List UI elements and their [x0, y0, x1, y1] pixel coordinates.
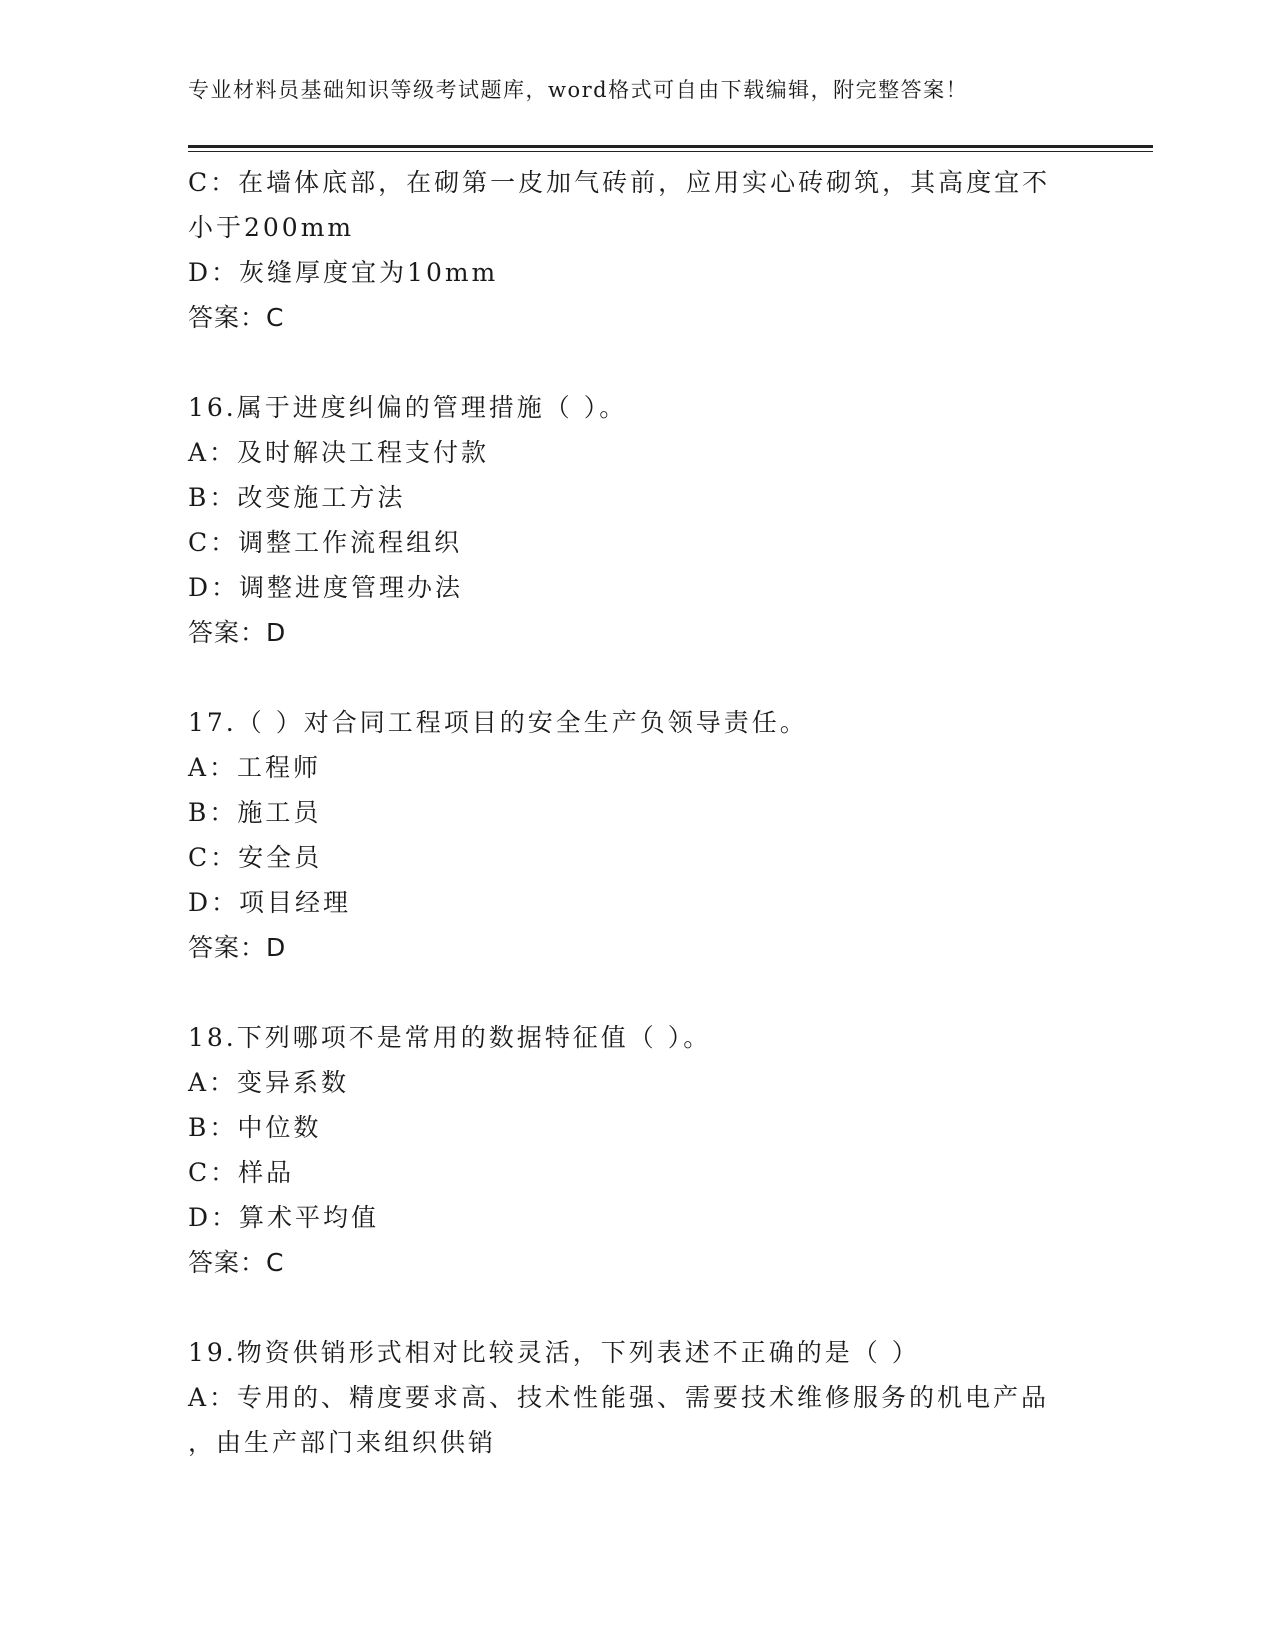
option-text: B：中位数 [188, 1113, 322, 1142]
page-header: 专业材料员基础知识等级考试题库，word格式可自由下载编辑，附完整答案！ [188, 78, 969, 102]
option-text: C：样品 [188, 1158, 295, 1187]
option-text: D：调整进度管理办法 [188, 573, 464, 602]
answer-text: 答案：D [188, 618, 287, 647]
option-text: D：灰缝厚度宜为10mm [188, 258, 499, 287]
question-stem: 17.（ ）对合同工程项目的安全生产负领导责任。 [188, 708, 808, 737]
question-list [188, 160, 1088, 1465]
option-text: 小于200mm [188, 213, 355, 242]
option-text: A：专用的、精度要求高、技术性能强、需要技术维修服务的机电产品 [188, 1383, 1050, 1412]
answer-text: 答案：C [188, 1248, 285, 1277]
option-text: A：工程师 [188, 753, 322, 782]
option-text: C：在墙体底部，在砌第一皮加气砖前，应用实心砖砌筑，其高度宜不 [188, 168, 1051, 197]
question-stem: 19.物资供销形式相对比较灵活，下列表述不正确的是（ ） [188, 1338, 920, 1367]
option-text: A：及时解决工程支付款 [188, 438, 490, 467]
option-text: ，由生产部门来组织供销 [188, 1428, 497, 1457]
answer-text: 答案：C [188, 303, 285, 332]
question-stem: 18.下列哪项不是常用的数据特征值（ ）。 [188, 1023, 712, 1052]
option-text: C：调整工作流程组织 [188, 528, 463, 557]
option-text: C：安全员 [188, 843, 323, 872]
question-stem: 16.属于进度纠偏的管理措施（ ）。 [188, 393, 628, 422]
header-divider [188, 145, 1153, 152]
option-text: B：施工员 [188, 798, 322, 827]
answer-text: 答案：D [188, 933, 287, 962]
option-text: B：改变施工方法 [188, 483, 406, 512]
option-text: D：算术平均值 [188, 1203, 380, 1232]
option-text: A：变异系数 [188, 1068, 350, 1097]
option-text: D：项目经理 [188, 888, 352, 917]
